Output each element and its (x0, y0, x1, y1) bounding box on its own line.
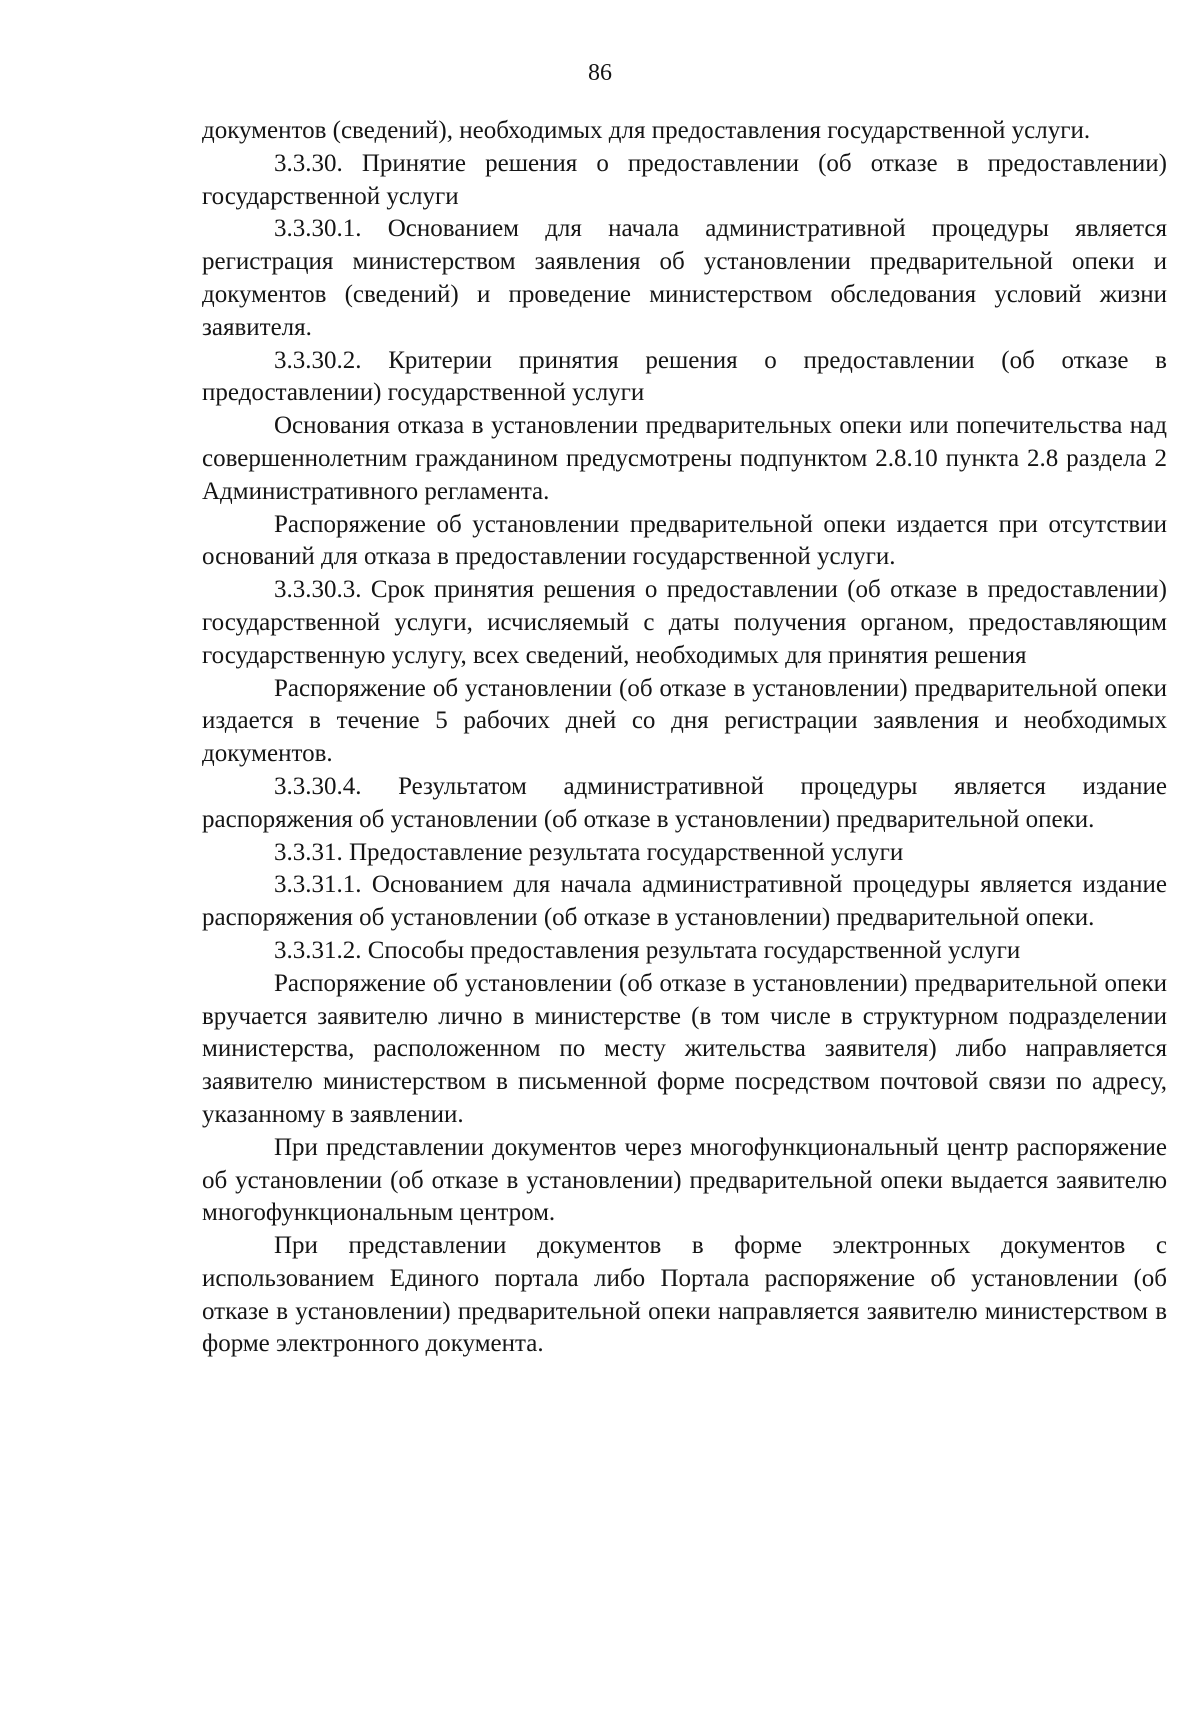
paragraph-continuation: документов (сведений), необходимых для предоставления государственной услуги. (202, 117, 1091, 144)
paragraph-mfc-delivery: При представлении документов через многофункциональный центр распоряжение об установлении (об отказе в установлении) предварительной опеки выдается заявителю многофункциональным центром. (202, 1133, 1167, 1227)
paragraph-3-3-30-2: 3.3.30.2. Критерии принятия решения о предоставлении (об отказе в предоставлении) государственной услуги (202, 346, 1167, 407)
paragraph-order-deadline: Распоряжение об установлении (об отказе в установлении) предварительной опеки издается в течение 5 рабочих дней со дня регистрации заявления и необходимых документов. (202, 674, 1167, 768)
paragraph-3-3-30-heading: 3.3.30. Принятие решения о предоставлении (об отказе в предоставлении) государственной услуги (202, 149, 1167, 210)
page-number: 86 (588, 60, 612, 86)
paragraph-3-3-30-4: 3.3.30.4. Результатом административной процедуры является издание распоряжения об установлении (об отказе в установлении) предварительной опеки. (202, 772, 1167, 833)
paragraph-3-3-31-heading: 3.3.31. Предоставление результата государственной услуги (274, 838, 904, 866)
paragraph-delivery-methods: Распоряжение об установлении (об отказе в установлении) предварительной опеки вручается заявителю лично в министерстве (в том числе в структурном подразделении министерства, расположенном по месту жительства заявителя) либо направляется заявителю министерством в письменной форме посредством почтовой связи по адресу, указанному в заявлении. (202, 969, 1167, 1128)
paragraph-refusal-grounds: Основания отказа в установлении предварительных опеки или попечительства над совершеннолетним гражданином предусмотрены подпунктом 2.8.10 пункта 2.8 раздела 2 Административного регламента. (202, 412, 1167, 505)
document-body (202, 115, 1167, 1361)
paragraph-3-3-30-3: 3.3.30.3. Срок принятия решения о предоставлении (об отказе в предоставлении) государственной услуги, исчисляемый с даты получения органом, предоставляющим государственную услугу, всех сведений, необходимых для принятия решения (202, 576, 1167, 669)
paragraph-3-3-30-1: 3.3.30.1. Основанием для начала административной процедуры является регистрация министерством заявления об установлении предварительной опеки и документов (сведений) и проведение министерством обследования условий жизни заявителя. (202, 215, 1167, 341)
paragraph-order-issued: Распоряжение об установлении предварительной опеки издается при отсутствии оснований для отказа в предоставлении государственной услуги. (202, 510, 1167, 571)
paragraph-electronic-delivery: При представлении документов в форме электронных документов с использованием Единого портала либо Портала распоряжение об установлении (об отказе в установлении) предварительной опеки направляется заявителю министерством в форме электронного документа. (202, 1232, 1167, 1358)
paragraph-3-3-31-1: 3.3.31.1. Основанием для начала административной процедуры является издание распоряжения об установлении (об отказе в установлении) предварительной опеки. (202, 871, 1167, 932)
paragraph-3-3-31-2: 3.3.31.2. Способы предоставления результата государственной услуги (274, 936, 1021, 964)
